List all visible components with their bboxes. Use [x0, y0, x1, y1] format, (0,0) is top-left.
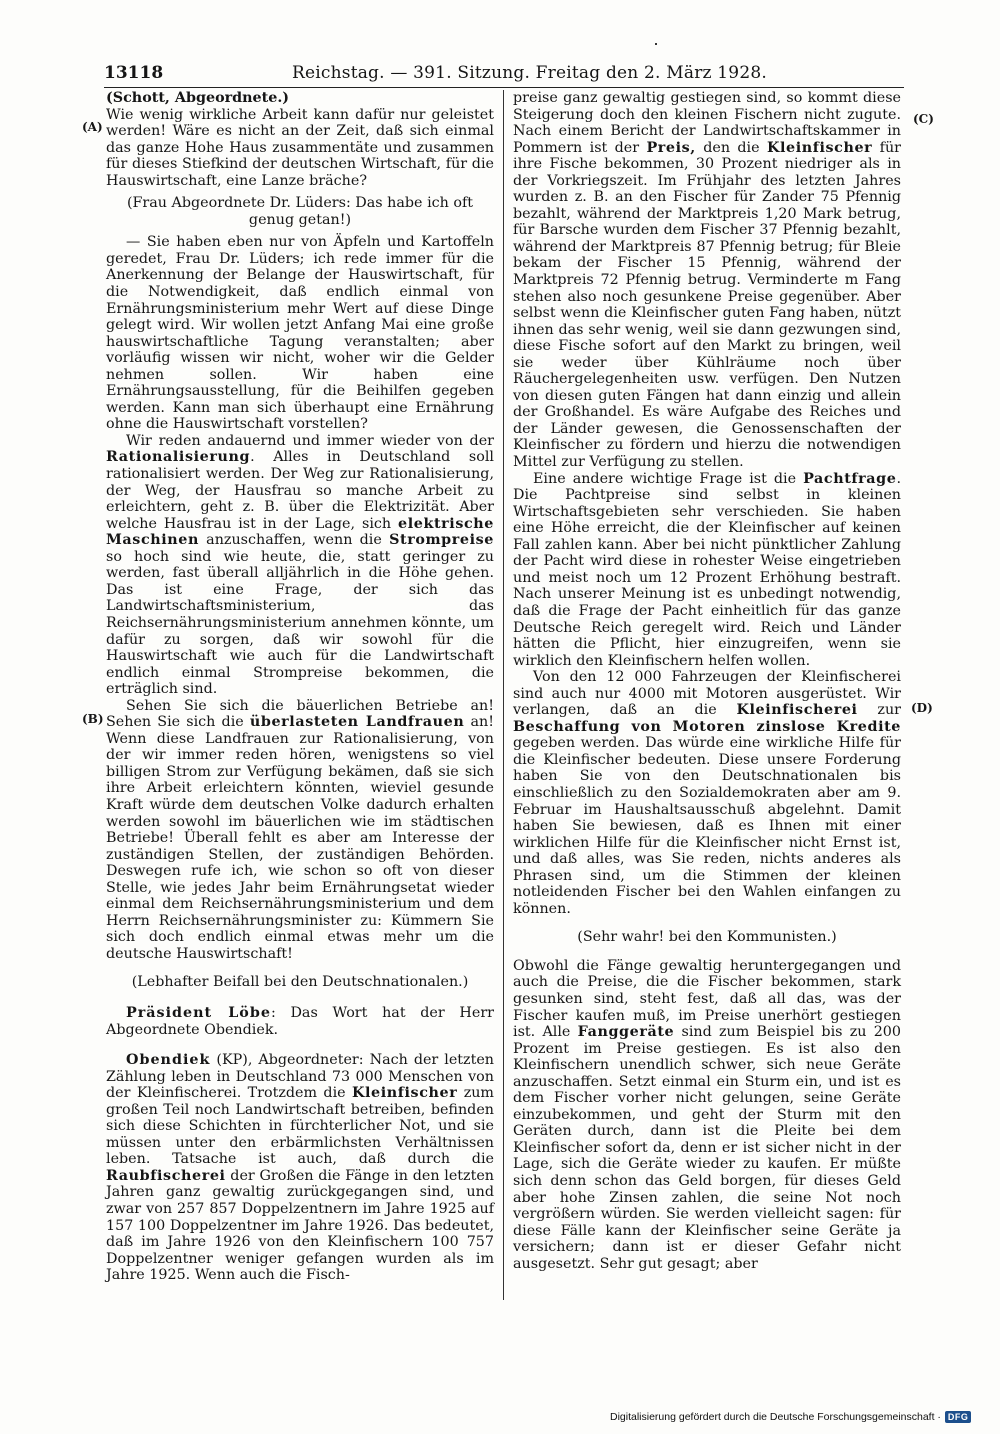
emphasis: elektrische Maschinen: [106, 515, 494, 549]
text-run: preise ganz gewaltig gestiegen sind, so kommt diese Steigerung doch den kleinen Fischern nicht zugute. Nach einem Bericht der Landwirtschaftskammer in Pommern ist der: [513, 90, 901, 156]
text-run: gegeben werden. Das würde eine wirkliche Hilfe für die Kleinfischer bedeuten. Diese unsere Forderung haben Sie von den Deutschnationalen bis einschließlich zu den Sozialdemokraten aber am 9. Februar im Haushaltsausschuß abgelehnt. Damit haben Sie bewiesen, daß es Ihnen mit einer wirklichen Hilfe für die Kleinfischer nicht Ernst ist, und daß alles, was Sie reden, nichts anderes als Phrasen sind, um die Stimmen der kleinen notleidenden Fischer bei den Wahlen einfangen zu können.: [513, 735, 901, 917]
margin-marker-d: (D): [911, 701, 933, 715]
paragraph: — Sie haben eben nur von Äpfeln und Kartoffeln geredet, Frau Dr. Lüders; ich rede immer für die Anerkennung der Belange der Hauswirtschaft, für die Notwendigkeit, daß endlich einmal von Ernährungsministerium mehr Wert auf diese Dinge gelegt wird. Wir wollen jetzt Anfang Mai eine große hauswirtschaftliche Tagung veranstalten; aber vorläufig wissen wir nicht, woher wir die Gelder nehmen sollen. Wir haben eine Ernährungsausstellung, für die Beihilfen gegeben werden. Kann man sich überhaupt eine Ernährung ohne die Hauswirtschaft vorstellen?: [106, 234, 494, 433]
paragraph: Wie wenig wirkliche Arbeit kann dafür nur geleistet werden! Wäre es nicht an der Zeit, daß sich einmal das ganze Hohe Haus zusammentäte und zusammen für dieses Stiefkind der deutschen Wirtschaft, für die Hauswirtschaft, eine Lanze bräche?: [106, 106, 494, 189]
applause-note: (Lebhafter Beifall bei den Deutschnationalen.): [131, 974, 469, 991]
margin-marker-a: (A): [82, 120, 103, 134]
text-run: so hoch sind wie heute, die, statt geringer zu werden, fast überall alljährlich in die Höhe gehen. Das ist eine Frage, der sich das Landwirtschaftsministerium, das Reichsernährungsministerium annehmen könnte, um dafür zu sorgen, daß wir sowohl für die Hauswirtschaft wie auch für die Landwirtschaft endlich einmal Strompreise bekommen, die erträglich sind.: [106, 548, 494, 698]
paragraph: [513, 90, 901, 471]
margin-marker-c: (C): [913, 112, 934, 126]
text-run: anzuschaffen, wenn die: [198, 532, 390, 549]
paragraph: [513, 958, 901, 1272]
text-run: Wir reden andauernd und immer wieder von der: [126, 432, 494, 449]
paragraph: [106, 698, 494, 963]
emphasis: Kleinfischer: [766, 139, 873, 156]
text-run: sind zum Beispiel bis zu 200 Prozent im Preise gestiegen. Es ist also den Kleinfischern unendlich schwer, sich neue Geräte anzuschaffen. Setzt einmal ein Sturm ein, und ist es dem Fischer vorher nicht gelungen, seine Geräte einzubekommen, und geht der Sturm mit den Geräten durch, dann ist die Pleite bei dem Kleinfischer sofort da, denn er ist sicher nicht in der Lage, sich die Geräte wieder zu kaufen. Er müßte sich denn schon das Geld borgen, für dieses Geld aber hohe Zinsen zahlen, die seine Not noch vergrößern würden. Sie werden vielleicht sagen: für diese Fälle kann der Kleinfischer seine Geräte ja versichern; dann ist er dieser Gefahr nicht ausgesetzt. Sehr gut gesagt; aber: [513, 1024, 901, 1272]
speaker-name: Präsident Löbe: [126, 1004, 271, 1021]
text-run: Eine andere wichtige Frage ist die: [533, 470, 804, 487]
text-run: . Alles in Deutschland soll rationalisiert werden. Der Weg zur Rationalisierung, der Weg, der Hausfrau so manche Arbeit zu erleichtern, geht z. B. über die Elektrizität. Aber welche Hausfrau ist in der Lage, sich: [106, 449, 494, 532]
emphasis: überlasteten Landfrauen: [249, 714, 465, 731]
credit-text: Digitalisierung gefördert durch die Deutsche Forschungsgemeinschaft ·: [610, 1411, 941, 1423]
text-run: den die: [695, 139, 767, 156]
emphasis: Rationalisierung: [106, 449, 251, 466]
digitization-credit: [610, 1411, 971, 1423]
column-divider: [503, 90, 504, 1300]
text-run: zur: [857, 702, 901, 719]
paragraph: [106, 433, 494, 698]
interjection: (Sehr wahr! bei den Kommunisten.): [577, 929, 837, 946]
dfg-logo: DFG: [945, 1411, 972, 1423]
text-run: für ihre Fische bekommen, 30 Prozent niedriger als in der Vorkriegszeit. Im Frühjahr des letzten Jahres wurden z. B. an den Fischer für Zander 75 Pfennig bezahlt, während der Marktpreis 1,20 Mark betrug, für Barsche wurden dem Fischer 37 Pfennig bezahlt, während der Marktpreis 87 Pfennig betrug; für Bleie bekam der Fischer 15 Pfennig, während der Marktpreis 72 Pfennig betrug. Verminderte m Fang stehen also noch gesunkene Preise gegenüber. Aber selbst wenn die Kleinfischer guten Fang haben, nützt ihnen das sehr wenig, weil sie dann gezwungen sind, diese Fische sofort auf den Markt zu bringen, weil sie weder über Kühlräume noch über Räuchergelegenheiten usw. verfügen. Den Nutzen von diesen guten Fängen hat dann einzig und allein der Großhandel. Es wäre Aufgabe des Reiches und der Länder gewesen, die Genossenschaften der Kleinfischer zu fördern und hierzu die notwendigen Mittel zur Verfügung zu stellen.: [513, 139, 901, 471]
interjection: (Frau Abgeordnete Dr. Lüders: Das habe ich oft genug getan!): [126, 195, 474, 228]
text-run: an! Wenn diese Landfrauen zur Rationalisierung, von der wir immer reden hören, wenigstens so viel billigen Strom zur Verfügung bekämen, daß sie sich ihre Arbeit erleichtern könnten, wieviel gesunde Kraft würde dem deutschen Volke dadurch erhalten werden sowohl im bäuerlichen wie im städtischen Betriebe! Überall fehlt es aber am Interesse der zuständigen Stellen, der zuständigen Behörden. Deswegen rufe ich, wie schon so oft von dieser Stelle, wie jedes Jahr beim Ernährungsetat wieder einmal dem Reichsernährungsministerium und dem Herrn Reichsernährungsminister zu: Kümmern Sie sich doch endlich einmal etwas mehr um die deutsche Hauswirtschaft!: [106, 714, 494, 962]
header-title: Reichstag. — 391. Sitzung. Freitag den 2. März 1928.: [292, 63, 767, 83]
obendiek-speech: [106, 1052, 494, 1284]
paragraph: [513, 471, 901, 670]
print-speck: [655, 43, 657, 45]
left-column: [106, 90, 494, 1284]
text-run: Von den 12 000 Fahrzeugen der Kleinfischerei sind auch nur 4000 mit Motoren ausgerüstet. Wir verlangen, daß an die: [513, 669, 901, 719]
emphasis: Fanggeräte: [577, 1024, 675, 1041]
emphasis: Raubfischerei: [106, 1167, 226, 1184]
emphasis: Kleinfischerei: [736, 702, 858, 719]
text-run: : Das Wort hat der Herr Abgeordnete Obendiek.: [106, 1004, 495, 1038]
text-run: zum großen Teil noch Landwirtschaft betreiben, befinden sich diese Schichten in fürchterlicher Not, und sie müssen unter den erbärmlichsten Verhältnissen leben. Tatsache ist auch, daß durch die: [106, 1085, 494, 1168]
right-column: [513, 90, 901, 1272]
page-number: 13118: [104, 63, 164, 83]
speaker-name: Obendiek: [126, 1052, 211, 1069]
text-run: . Die Pachtpreise sind selbst in kleinen Wirtschaftsgebieten sehr verschieden. Sie haben eine Höhe erreicht, die der Kleinfischer auf keinen Fall zahlen kann. Aber bei nicht pünktlicher Zahlung der Pacht wird diese in rohester Weise eingetrieben und meist noch um 12 Prozent Erhöhung bestraft. Nach unserer Meinung ist es unbedingt notwendig, daß die Frage der Pacht einheitlich für das ganze Deutsche Reich geregelt wird. Reich und Länder hätten die Pflicht, hier einzugreifen, wenn sie wirklich den Kleinfischern helfen wollen.: [513, 470, 901, 669]
emphasis: Pachtfrage: [803, 470, 897, 487]
text-run: Obwohl die Fänge gewaltig heruntergegangen und auch die Preise, die die Fischer bekommen, stark gesunken sind, steht fest, daß all das, was der Fischer kaufen muß, im Preise unerhört gestiegen ist. Alle: [513, 957, 901, 1041]
emphasis: Preis,: [646, 139, 696, 156]
speaker-continuation: (Schott, Abgeordnete.): [106, 90, 290, 106]
page-header: [104, 63, 904, 88]
text-run: der Großen die Fänge in den letzten Jahren ganz gewaltig zurückgegangen sind, und zwar von 257 857 Doppelzentnern im Jahre 1925 auf 157 100 Doppelzentner im Jahre 1926. Das bedeutet, daß im Jahre 1926 von den Kleinfischern 100 757 Doppelzentner weniger gefangen wurden als im Jahre 1925. Wenn auch die Fisch-: [106, 1167, 494, 1284]
text-run: (KP), Abgeordneter: Nach der letzten Zählung leben in Deutschland 73 000 Menschen von der Kleinfischerei. Trotzdem die: [106, 1052, 494, 1102]
emphasis: Kleinfischer: [351, 1085, 458, 1102]
text-run: Sehen Sie sich die bäuerlichen Betriebe an! Sehen Sie sich die: [106, 697, 494, 731]
margin-marker-b: (B): [82, 712, 104, 726]
paragraph: [513, 669, 901, 917]
emphasis: Beschaffung von Motoren zinslose Kredite: [513, 718, 901, 735]
emphasis: Strompreise: [389, 532, 494, 549]
president-statement: [106, 1005, 494, 1038]
